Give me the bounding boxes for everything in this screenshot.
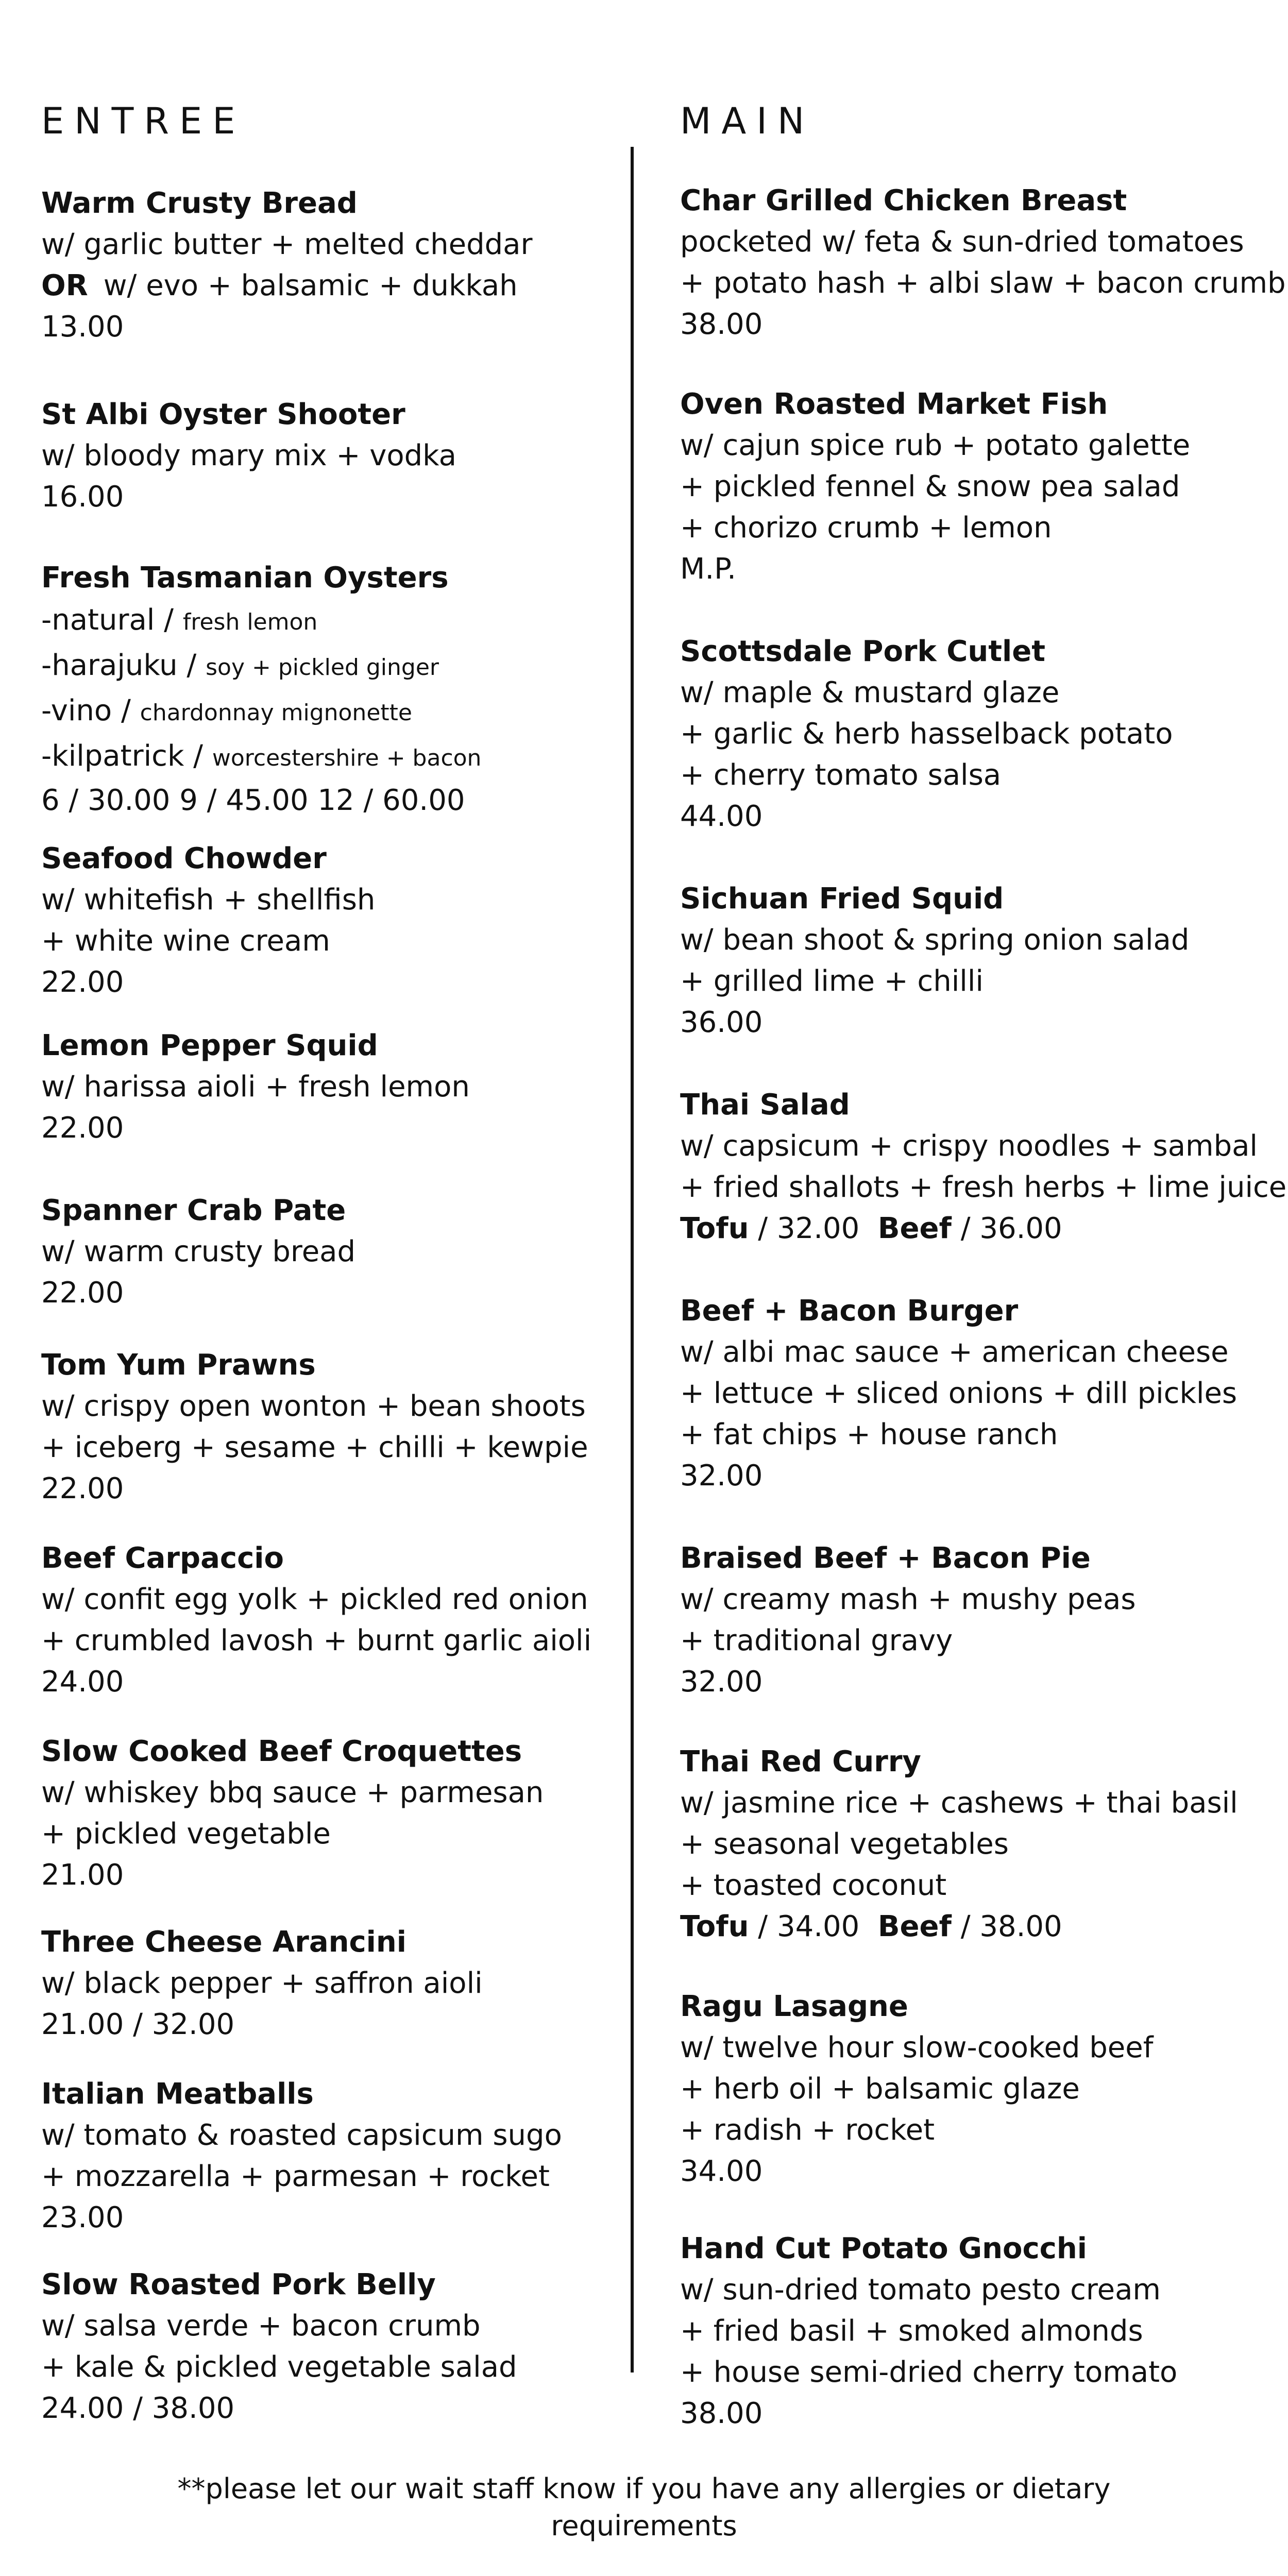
allergy-notice-line: **please let our wait staff know if you have any allergies or dietary — [177, 2472, 1111, 2505]
menu-item — [41, 1190, 618, 1314]
menu-item — [680, 1986, 1283, 2192]
menu-item — [41, 838, 618, 1003]
item-name: Lemon Pepper Squid — [41, 1029, 378, 1062]
option-label: Tofu — [680, 1910, 749, 1943]
item-description: w/ whiskey bbq sauce + parmesan — [41, 1776, 544, 1809]
entree-heading: ENTREE — [41, 100, 246, 142]
item-description: w/ harissa aioli + fresh lemon — [41, 1070, 470, 1104]
item-description: w/ twelve hour slow-cooked beef — [680, 2031, 1154, 2064]
item-price: 32.00 — [680, 1459, 763, 1493]
item-name: Oven Roasted Market Fish — [680, 387, 1108, 421]
item-name: Sichuan Fried Squid — [680, 882, 1004, 916]
menu-item — [41, 1922, 618, 2045]
item-price: 44.00 — [680, 800, 763, 833]
column-divider — [631, 147, 634, 2372]
option-price: / 38.00 — [960, 1910, 1062, 1943]
item-price: 38.00 — [680, 2397, 763, 2430]
item-description: + garlic & herb hasselback potato — [680, 717, 1173, 751]
item-name: Beef Carpaccio — [41, 1541, 284, 1575]
item-name: Three Cheese Arancini — [41, 1925, 406, 1959]
menu-item — [680, 2228, 1283, 2434]
item-name: Braised Beef + Bacon Pie — [680, 1541, 1091, 1575]
item-name: Fresh Tasmanian Oysters — [41, 561, 449, 595]
item-name: Slow Cooked Beef Croquettes — [41, 1735, 522, 1768]
option-label: Beef — [877, 1910, 952, 1943]
item-description: + crumbled lavosh + burnt garlic aioli — [41, 1624, 592, 1657]
allergy-notice-line: requirements — [551, 2510, 737, 2542]
menu-item — [680, 1291, 1283, 1497]
item-description: + house semi-dried cherry tomato — [680, 2355, 1178, 2389]
item-price: 24.00 / 38.00 — [41, 2392, 235, 2425]
item-description: w/ albi mac sauce + american cheese — [680, 1335, 1229, 1369]
item-description: + grilled lime + chilli — [680, 964, 984, 998]
main-heading: MAIN — [680, 100, 815, 142]
item-name: Spanner Crab Pate — [41, 1194, 346, 1227]
item-price: 16.00 — [41, 480, 124, 514]
item-description: w/ tomato & roasted capsicum sugo — [41, 2119, 562, 2152]
item-description: + cherry tomato salsa — [680, 758, 1002, 792]
menu-item — [41, 183, 618, 348]
item-price: 21.00 / 32.00 — [41, 2008, 235, 2041]
item-name: Seafood Chowder — [41, 842, 327, 875]
item-price: 23.00 — [41, 2201, 124, 2234]
item-price: 13.00 — [41, 310, 124, 344]
menu-item — [41, 394, 618, 518]
item-description: + chorizo crumb + lemon — [680, 511, 1052, 545]
item-name: Slow Roasted Pork Belly — [41, 2268, 436, 2301]
item-description: + lettuce + sliced onions + dill pickles — [680, 1377, 1238, 1410]
item-description: + white wine cream — [41, 924, 330, 958]
item-description: w/ whitefish + shellfish — [41, 883, 376, 917]
item-description: + traditional gravy — [680, 1624, 953, 1657]
option-price: / 32.00 — [758, 1212, 860, 1245]
item-description: + pickled fennel & snow pea salad — [680, 470, 1180, 503]
variant-name: -harajuku / — [41, 649, 197, 682]
item-description: + fat chips + house ranch — [680, 1418, 1058, 1451]
menu-item — [680, 1084, 1287, 1249]
variant-detail: worcestershire + bacon — [212, 745, 482, 771]
item-description: w/ warm crusty bread — [41, 1235, 356, 1268]
item-name: Thai Salad — [680, 1088, 850, 1122]
item-name: Italian Meatballs — [41, 2077, 314, 2111]
item-description: w/ black pepper + saffron aioli — [41, 1967, 483, 2000]
item-name: St Albi Oyster Shooter — [41, 398, 405, 431]
item-name: Char Grilled Chicken Breast — [680, 184, 1127, 217]
item-description: + herb oil + balsamic glaze — [680, 2072, 1080, 2106]
item-description: w/ sun-dried tomato pesto cream — [680, 2273, 1161, 2307]
item-description: w/ maple & mustard glaze — [680, 676, 1060, 709]
item-price: 32.00 — [680, 1665, 763, 1699]
item-description: w/ salsa verde + bacon crumb — [41, 2309, 481, 2343]
oyster-variant — [41, 644, 618, 689]
item-name: Tom Yum Prawns — [41, 1348, 316, 1382]
item-name: Scottsdale Pork Cutlet — [680, 635, 1045, 668]
item-price: M.P. — [680, 552, 736, 586]
item-description: w/ creamy mash + mushy peas — [680, 1583, 1136, 1616]
option-label: Tofu — [680, 1212, 749, 1245]
item-price: 24.00 — [41, 1665, 124, 1699]
item-price: 22.00 — [41, 1276, 124, 1310]
item-description: + fried shallots + fresh herbs + lime juice — [680, 1171, 1287, 1204]
variant-name: -kilpatrick / — [41, 739, 204, 773]
menu-item — [680, 384, 1283, 590]
menu-item — [680, 1538, 1283, 1703]
item-description: w/ crispy open wonton + bean shoots — [41, 1389, 586, 1423]
item-description: + kale & pickled vegetable salad — [41, 2350, 517, 2384]
variant-detail: fresh lemon — [182, 609, 318, 635]
variant-detail: chardonnay mignonette — [140, 700, 412, 726]
menu-item — [41, 2264, 618, 2429]
item-name: Beef + Bacon Burger — [680, 1294, 1019, 1328]
item-name: Hand Cut Potato Gnocchi — [680, 2232, 1087, 2265]
menu-item — [680, 878, 1283, 1043]
item-description: + fried basil + smoked almonds — [680, 2314, 1143, 2348]
item-description: pocketed w/ feta & sun-dried tomatoes — [680, 225, 1244, 259]
item-options — [680, 1208, 1283, 1249]
item-description: + seasonal vegetables — [680, 1827, 1009, 1861]
item-description: + potato hash + albi slaw + bacon crumb — [680, 266, 1286, 300]
menu-item — [680, 1741, 1283, 1947]
item-description: + pickled vegetable — [41, 1817, 331, 1851]
menu-item — [41, 2074, 618, 2239]
or-description: w/ evo + balsamic + dukkah — [103, 269, 518, 302]
item-price: 38.00 — [680, 308, 763, 341]
item-price: 22.00 — [41, 1111, 124, 1145]
allergy-notice — [155, 2470, 1133, 2545]
item-description: w/ bean shoot & spring onion salad — [680, 923, 1190, 957]
item-description: + iceberg + sesame + chilli + kewpie — [41, 1431, 588, 1464]
menu-item — [41, 1025, 618, 1149]
variant-name: -vino / — [41, 694, 131, 727]
or-label: OR — [41, 269, 88, 302]
item-description: + radish + rocket — [680, 2113, 935, 2147]
oyster-variant — [41, 599, 618, 644]
menu-item — [41, 1345, 618, 1510]
item-description: w/ jasmine rice + cashews + thai basil — [680, 1786, 1238, 1820]
item-description: w/ cajun spice rub + potato galette — [680, 429, 1191, 462]
item-description: w/ capsicum + crispy noodles + sambal — [680, 1129, 1258, 1163]
item-price: 22.00 — [41, 1472, 124, 1505]
option-label: Beef — [877, 1212, 952, 1245]
item-options — [680, 1906, 1283, 1947]
item-price: 6 / 30.00 9 / 45.00 12 / 60.00 — [41, 784, 465, 817]
menu-item — [41, 557, 618, 821]
item-price: 22.00 — [41, 965, 124, 999]
item-description: + mozzarella + parmesan + rocket — [41, 2160, 550, 2193]
item-description: w/ confit egg yolk + pickled red onion — [41, 1583, 588, 1616]
item-price: 34.00 — [680, 2155, 763, 2188]
menu-item — [41, 1538, 618, 1703]
menu-item — [41, 1731, 618, 1896]
oyster-variant — [41, 735, 618, 780]
option-price: / 36.00 — [960, 1212, 1062, 1245]
menu-item — [680, 631, 1283, 837]
item-price: 36.00 — [680, 1006, 763, 1039]
item-description: w/ garlic butter + melted cheddar — [41, 228, 533, 261]
menu-item — [680, 180, 1286, 345]
option-price: / 34.00 — [758, 1910, 860, 1943]
item-name: Thai Red Curry — [680, 1745, 921, 1778]
item-price: 21.00 — [41, 1858, 124, 1892]
item-description: w/ bloody mary mix + vodka — [41, 439, 456, 472]
item-name: Ragu Lasagne — [680, 1990, 908, 2023]
variant-name: -natural / — [41, 603, 174, 637]
item-description: + toasted coconut — [680, 1869, 947, 1902]
variant-detail: soy + pickled ginger — [206, 654, 439, 681]
item-description — [41, 265, 618, 307]
item-name: Warm Crusty Bread — [41, 187, 358, 220]
oyster-variant — [41, 689, 618, 735]
